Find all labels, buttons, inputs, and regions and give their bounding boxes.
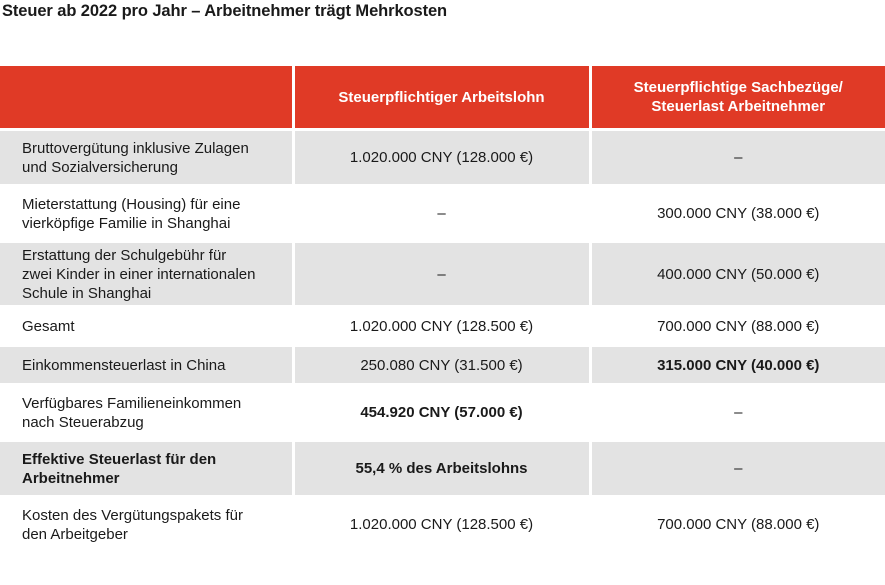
header-cell-arbeitslohn: Steuerpflichtiger Arbeitslohn	[293, 66, 590, 130]
page-title: Steuer ab 2022 pro Jahr – Arbeitnehmer trägt Mehrkosten	[2, 2, 448, 20]
row-label: Gesamt	[0, 307, 293, 346]
row-value-sachbezuege: 700.000 CNY (88.000 €)	[590, 497, 885, 553]
row-value-sachbezuege: –	[590, 130, 885, 186]
table-row	[0, 441, 885, 497]
row-value-sachbezuege: 700.000 CNY (88.000 €)	[590, 307, 885, 346]
row-value-sachbezuege: –	[590, 441, 885, 497]
row-value-sachbezuege: –	[590, 385, 885, 441]
row-label: Bruttovergütung inklusive Zulagen und Sozialversicherung	[0, 130, 293, 186]
row-value-sachbezuege: 400.000 CNY (50.000 €)	[590, 242, 885, 307]
row-label: Erstattung der Schulgebühr für zwei Kinder in einer internationalen Schule in Shanghai	[0, 242, 293, 307]
row-label: Kosten des Vergütungspakets für den Arbeitgeber	[0, 497, 293, 553]
row-value-sachbezuege: 315.000 CNY (40.000 €)	[590, 346, 885, 385]
row-value-arbeitslohn: –	[293, 242, 590, 307]
header-cell-sachbezuege: Steuerpflichtige Sachbezüge/ Steuerlast Arbeitnehmer	[590, 66, 885, 130]
header-cell-empty	[0, 66, 293, 130]
table-row	[0, 242, 885, 307]
row-label: Einkommensteuerlast in China	[0, 346, 293, 385]
row-value-arbeitslohn: 250.080 CNY (31.500 €)	[293, 346, 590, 385]
tax-comparison-table	[0, 66, 885, 554]
row-value-arbeitslohn: 1.020.000 CNY (128.500 €)	[293, 307, 590, 346]
table-row	[0, 497, 885, 553]
table-row	[0, 186, 885, 242]
row-label: Mieterstattung (Housing) für eine vierköpfige Familie in Shanghai	[0, 186, 293, 242]
table-header-row	[0, 66, 885, 130]
row-label: Verfügbares Familieneinkommen nach Steuerabzug	[0, 385, 293, 441]
row-value-arbeitslohn: 55,4 % des Arbeitslohns	[293, 441, 590, 497]
row-label: Effektive Steuerlast für den Arbeitnehmer	[0, 441, 293, 497]
row-value-arbeitslohn: –	[293, 186, 590, 242]
row-value-arbeitslohn: 454.920 CNY (57.000 €)	[293, 385, 590, 441]
table-row	[0, 346, 885, 385]
row-value-sachbezuege: 300.000 CNY (38.000 €)	[590, 186, 885, 242]
table-row	[0, 385, 885, 441]
row-value-arbeitslohn: 1.020.000 CNY (128.000 €)	[293, 130, 590, 186]
row-value-arbeitslohn: 1.020.000 CNY (128.500 €)	[293, 497, 590, 553]
table-row	[0, 130, 885, 186]
table-row	[0, 307, 885, 346]
